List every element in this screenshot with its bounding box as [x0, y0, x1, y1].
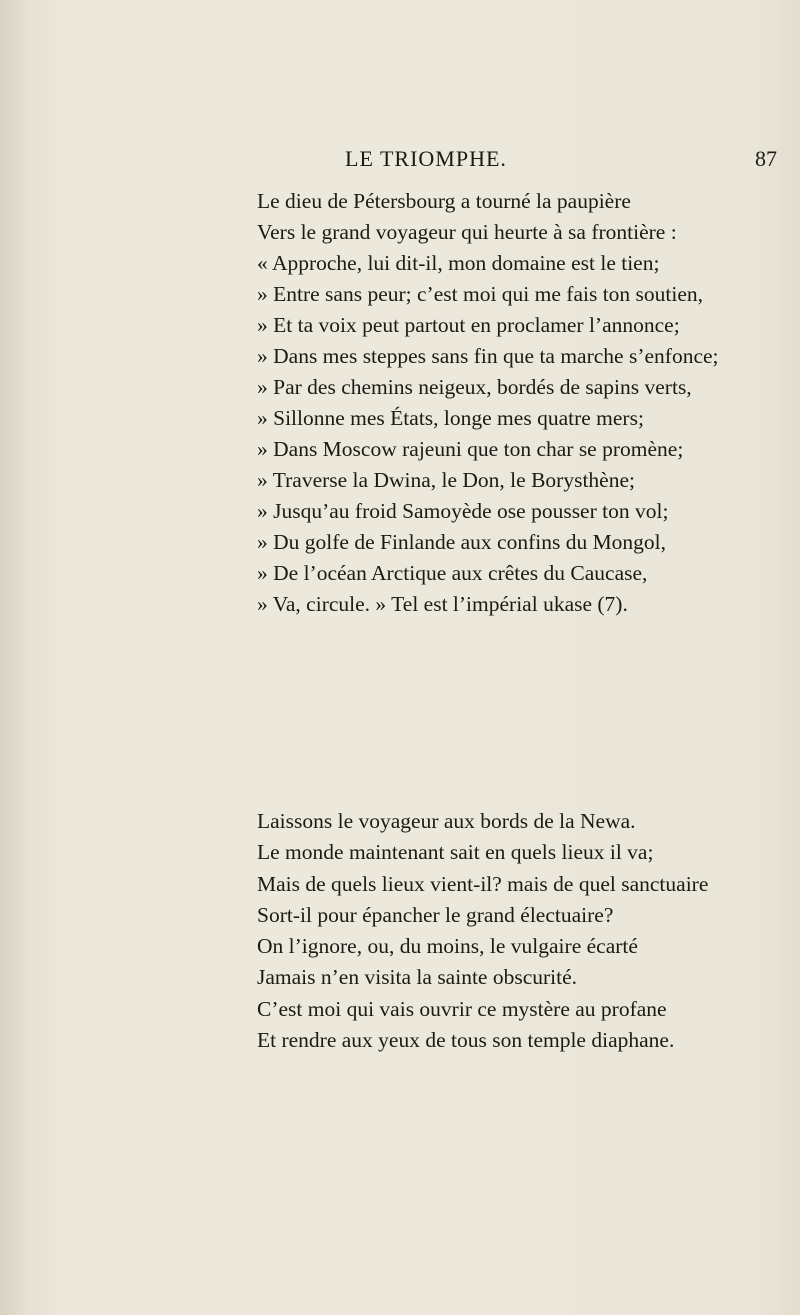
verse-line: Sort-il pour épancher le grand électuaire?: [257, 902, 614, 927]
verse-line: » Dans Moscow rajeuni que ton char se promène;: [257, 437, 684, 461]
verse-line: Vers le grand voyageur qui heurte à sa frontière :: [257, 220, 677, 244]
verse-line: » Du golfe de Finlande aux confins du Mongol,: [257, 530, 667, 554]
verse-line: » Et ta voix peut partout en proclamer l’annonce;: [257, 313, 680, 337]
page-header: [0, 146, 800, 176]
verse-line: » Dans mes steppes sans fin que ta marche s’enfonce;: [257, 344, 719, 368]
verse-line: Laissons le voyageur aux bords de la Newa.: [257, 809, 636, 833]
verse-line: » De l’océan Arctique aux crêtes du Caucase,: [257, 561, 648, 585]
verse-line: » Traverse la Dwina, le Don, le Borysthène;: [257, 468, 635, 492]
verse-line: Le monde maintenant sait en quels lieux il va;: [257, 840, 654, 865]
verse-line: Et rendre aux yeux de tous son temple diaphane.: [257, 1028, 675, 1053]
verse-line: » Va, circule. » Tel est l’impérial ukase (7).: [257, 592, 628, 616]
verse-line: » Entre sans peur; c’est moi qui me fais ton soutien,: [257, 282, 704, 306]
verse-line: « Approche, lui dit-il, mon domaine est le tien;: [257, 251, 660, 275]
verse-line: Jamais n’en visita la sainte obscurité.: [257, 965, 578, 990]
verse-line: C’est moi qui vais ouvrir ce mystère au profane: [257, 996, 667, 1021]
stanza-2: [257, 806, 777, 1056]
page-number: 87: [755, 146, 777, 171]
verse-line: Le dieu de Pétersbourg a tourné la paupière: [257, 189, 631, 213]
verse-line: » Par des chemins neigeux, bordés de sapins verts,: [257, 375, 692, 399]
stanza-1: [257, 186, 777, 620]
verse-line: » Jusqu’au froid Samoyède ose pousser ton vol;: [257, 499, 669, 523]
verse-line: Mais de quels lieux vient-il? mais de quel sanctuaire: [257, 871, 709, 896]
verse-line: » Sillonne mes États, longe mes quatre mers;: [257, 406, 644, 430]
running-head: LE TRIOMPHE.: [345, 146, 507, 171]
verse-line: On l’ignore, ou, du moins, le vulgaire écarté: [257, 934, 638, 959]
